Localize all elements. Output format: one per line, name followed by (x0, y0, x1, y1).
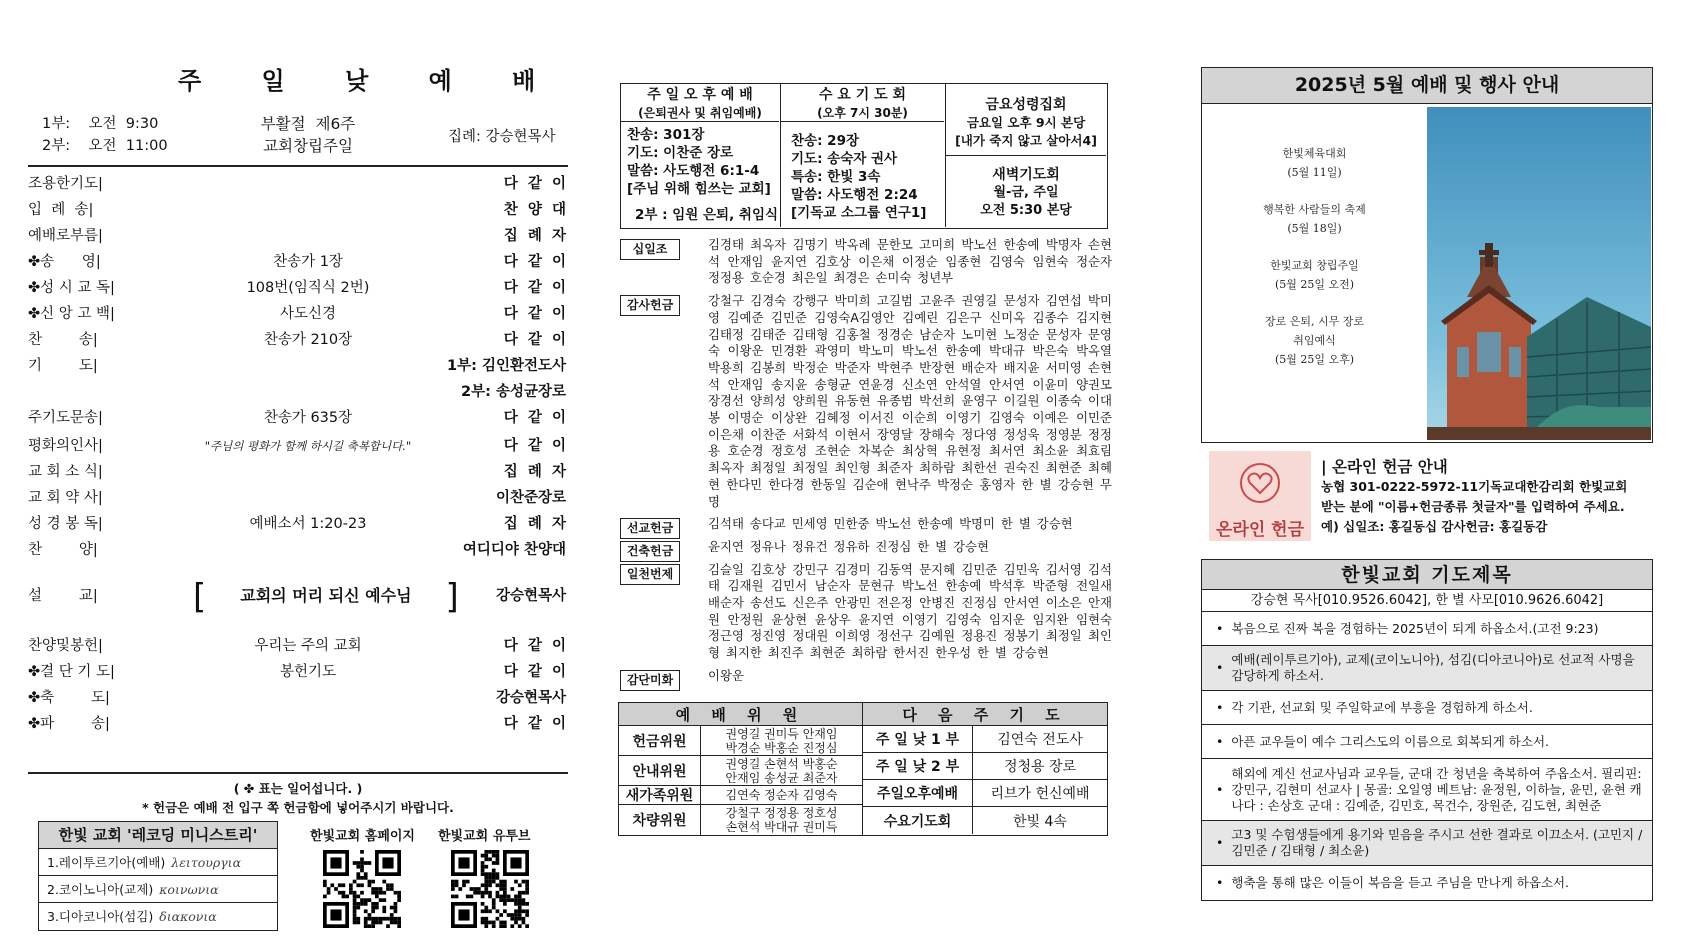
note-offering: * 헌금은 예배 전 입구 쪽 헌금함에 넣어주시기 바랍니다. (142, 800, 454, 815)
sermon-title: 교회의 머리 되신 예수님 (240, 586, 412, 605)
order-item-detail: 108번(임직식 2번) (246, 280, 370, 296)
dawn-service: 새벽기도회 월-금, 주일 오전 5:30 본당 (946, 158, 1106, 220)
offering-names: 김경태 최옥자 김명기 박옥례 문한모 고미희 박노선 한송예 박명자 손현석 안재임 윤지연 김호상 이은채 이정순 임종현 김영숙 임현숙 정순자 정정용 호순경 최은일 최경은 손미숙 청년부 (708, 237, 1112, 286)
order-item-leader: 집 례 자 (503, 516, 566, 532)
order-item-leader: 다 같 이 (503, 716, 566, 732)
event-line: 장로 은퇴, 시무 장로 (1265, 315, 1364, 328)
next-prayer-row (863, 726, 1107, 753)
events-list (1202, 144, 1427, 369)
order-item-leader: 다 같 이 (503, 306, 566, 322)
youtube-qr-code[interactable] (451, 850, 529, 928)
offering-tag: 십일조 (620, 239, 680, 260)
afternoon-title: 주 일 오 후 예 배 (647, 87, 753, 103)
prayer-item (1202, 646, 1652, 691)
wednesday-details: 찬송: 29장 기도: 송숙자 권사 특송: 한빛 3속 말씀: 사도행전 2:24 [기독교 소그룹 연구1] (791, 133, 927, 221)
order-item-name: 기 도| (28, 358, 98, 374)
bullet-icon: • (1216, 620, 1224, 636)
online-example: 예) 십일조: 홍길동십 감사헌금: 홍길동감 (1321, 519, 1548, 534)
wednesday-sub: (오후 7시 30분) (817, 106, 908, 120)
order-item-leader: 다 같 이 (503, 280, 566, 296)
committee-role: 헌금위원 (619, 726, 701, 755)
committee-names: 강철구 정정용 정호성 손현석 박대규 권미득 (725, 806, 838, 834)
next-prayer-service: 주 일 낮 1 부 (863, 726, 973, 752)
wednesday-service (781, 84, 946, 227)
order-item-name: ✤신 앙 고 백| (28, 306, 115, 322)
bullet-icon: • (1216, 733, 1224, 749)
next-prayer-person: 정청용 장로 (1003, 759, 1077, 775)
order-item-name: 평화의인사| (28, 438, 103, 454)
occasion-line-1: 부활절 제6주 (260, 115, 356, 133)
worship-title: 주 일 낮 예 배 (178, 67, 562, 95)
order-item-name: ✤송 영| (28, 254, 101, 270)
sermon-title-wrap: [ 교회의 머리 되신 예수님 ] (193, 577, 459, 617)
order-row (28, 249, 568, 275)
committee-role: 안내위원 (619, 756, 701, 785)
order-row (28, 327, 568, 353)
online-icon-label: 온라인 헌금 (1215, 520, 1305, 540)
event-line: (5월 11일) (1287, 166, 1342, 179)
offering-group (620, 516, 1112, 536)
offering-names: 윤지연 정유나 정유건 정유하 진정심 한 별 강승현 (708, 538, 989, 554)
event-line: (5월 25일 오전) (1274, 278, 1355, 291)
order-row (28, 711, 568, 737)
committee-head: 예 배 위 원 (619, 703, 863, 725)
offering-lists (620, 237, 1112, 691)
bullet-icon: • (1216, 781, 1224, 797)
recording-title: 한빛 교회 '레코딩 미니스트리' (39, 822, 277, 849)
order-item-detail: 사도신경 (279, 306, 337, 322)
offering-tag: 일천번제 (620, 564, 680, 585)
offering-group (620, 562, 1112, 662)
next-prayer-person: 한빛 4속 (1013, 813, 1067, 830)
event-line: 행복한 사람들의 축제 (1263, 203, 1366, 216)
afternoon-sub: (은퇴권사 및 취임예배) (638, 106, 762, 120)
friday-title: 금요성령집회 (985, 97, 1067, 113)
bullet-icon: • (1216, 699, 1224, 715)
order-row (28, 459, 568, 485)
committee-role: 차량위원 (619, 805, 701, 835)
order-item-detail: 봉헌기도 (279, 664, 337, 680)
heart-icon (1209, 451, 1311, 511)
prayer-text: 각 기관, 선교회 및 주일학교에 부흥을 경험하게 하소서. (1231, 699, 1533, 715)
note-standing: ( ✤ 표는 일어섭니다. ) (233, 781, 363, 796)
sermon-row (28, 563, 568, 629)
online-offering-text (1321, 457, 1627, 537)
order-item-leader: 1부: 김인환전도사 (447, 358, 566, 374)
offering-tag: 건축헌금 (620, 541, 680, 562)
prayer-contact: 강승현 목사[010.9526.6042], 한 별 사모[010.9626.6042] (1202, 590, 1652, 612)
order-item-leader: 집 례 자 (503, 464, 566, 480)
events-panel (1201, 103, 1653, 443)
event-line: 취임예식 (1293, 334, 1336, 347)
prayer-item (1202, 866, 1652, 900)
bank-account: 농협 301-0222-5972-11기독교대한감리회 한빛교회 (1321, 479, 1628, 494)
order-row (28, 197, 568, 223)
offering-group (620, 539, 1112, 556)
youtube-label: 한빛교회 유투브 (438, 829, 531, 844)
offering-names: 이왕운 (708, 667, 744, 683)
order-item-leader: 다 같 이 (503, 664, 566, 680)
prayer-topics (1201, 559, 1653, 901)
recording-ministry-box (38, 821, 278, 931)
order-item-name: 예배로부름| (28, 228, 103, 244)
order-item-detail: 예배소서 1:20-23 (249, 516, 367, 532)
committee-row (619, 726, 862, 756)
order-row (28, 301, 568, 327)
friday-service: 금요성령집회 금요일 오후 9시 본당 [내가 죽지 않고 살아서4] (946, 84, 1106, 156)
sermon-label: 설 교| (28, 588, 98, 604)
prayer-title: 한빛교회 기도제목 (1202, 560, 1652, 590)
committee-names: 김연숙 정순자 김영숙 (725, 788, 838, 802)
order-item-name: 조용한기도| (28, 176, 103, 192)
order-row (28, 685, 568, 711)
order-item-leader: 다 같 이 (503, 176, 566, 192)
wednesday-title: 수 요 기 도 회 (818, 87, 907, 103)
online-offering-section (1201, 451, 1653, 541)
offering-names: 김슬일 김호상 강민구 김경미 김동역 문지혜 김민준 김민욱 김서영 김석태 김재원 김민서 남순자 문현규 박노선 한송예 박석후 박준형 전일새 배순자 송선도 신은주 안광민 전은정 안병진 진정심 안서연 이소은 안재원 안정원 윤상현 윤상우 윤지연 이영기 김영숙 임지운 임지완 임현숙 정근영 정진영 정대원 이희영 정선구 김예원 정용진 정봉기 최정일 최인형 최지한 최진주 최현준 최하람 한서진 한우성 한 별 강승현 (708, 561, 1112, 661)
committee-row (619, 786, 862, 805)
next-prayer-head: 다 음 주 기 도 (863, 703, 1107, 725)
church-building-image (1427, 107, 1651, 440)
order-item-leader: 다 같 이 (503, 254, 566, 270)
service-leader: 집례: 강승현목사 (448, 129, 556, 145)
committee-row (619, 756, 862, 786)
next-prayer-person: 리브가 헌신예배 (990, 786, 1090, 802)
order-item-name: ✤축 도| (28, 690, 110, 706)
event-line: (5월 18일) (1287, 222, 1342, 235)
prayer-text: 해외에 계신 선교사님과 교우들, 군대 간 청년을 축복하여 주옵소서. 필리핀: 강민구, 김현미 선교사 | 몽골: 오일영 베트남: 윤정원, 이하늘, 윤민, 윤현 캐나다 : 손상호 군대 : 김예준, 김민호, 목건수, 장원준, 김도현, 최현준 (1231, 765, 1642, 813)
next-prayer-service: 수요기도회 (863, 807, 973, 834)
online-instruction: 받는 분에 "이름+헌금종류 첫글자"를 입력하여 주세요. (1321, 499, 1625, 514)
order-row (28, 223, 568, 249)
worship-order-panel (28, 55, 568, 924)
committee-names: 권영길 손현석 박홍순 안재임 송성균 최준자 (725, 756, 838, 785)
recording-item: 1.레이투르기아(예배) λειτουργια (39, 849, 277, 876)
prayer-text: 예배(레이투르기아), 교제(코이노니아), 섬김(디아코니아)로 선교적 사명을 감당하게 하소서. (1231, 652, 1635, 683)
afternoon-details: 찬송: 301장 기도: 이찬준 장로 말씀: 사도행전 6:1-4 [주님 위해 힘쓰는 교회] 2부 : 임원 은퇴, 취임식 (627, 127, 779, 223)
order-item-name: 주기도문송| (28, 410, 103, 426)
events-title: 2025년 5월 예배 및 행사 안내 (1201, 67, 1653, 104)
offering-group (620, 293, 1112, 510)
prayer-item (1202, 691, 1652, 725)
order-item-name: 찬 송| (28, 332, 98, 348)
next-prayer-row (863, 780, 1107, 807)
prayer-text: 복음으로 진짜 복을 경험하는 2025년이 되게 하옵소서.(고전 9:23) (1231, 620, 1599, 636)
homepage-qr-code[interactable] (323, 850, 401, 928)
services-table (620, 83, 1108, 229)
prayer-item (1202, 759, 1652, 821)
order-row (28, 275, 568, 301)
order-row (28, 633, 568, 659)
order-item-detail: 찬송가 210장 (263, 332, 353, 348)
order-item-leader: 이찬준장로 (495, 490, 566, 506)
order-item-leader: 찬 양 대 (503, 202, 566, 218)
order-item-detail: 우리는 주의 교회 (254, 638, 362, 654)
sermon-preacher: 강승현목사 (495, 588, 566, 604)
order-item-name: 찬 양| (28, 542, 98, 558)
order-notes (28, 779, 568, 817)
service-occasion (208, 113, 408, 157)
offering-names: 김석태 송다교 민세영 민한중 박노선 한송예 박명미 한 별 강승현 (708, 516, 1073, 532)
bullet-icon: • (1216, 875, 1224, 890)
order-item-detail: "주님의 평화가 함께 하시길 축복합니다." (204, 439, 412, 453)
order-row (28, 485, 568, 511)
afternoon-service (621, 84, 781, 227)
recording-item: 2.코이노니아(교제) κοινωνια (39, 876, 277, 903)
committee-role: 새가족위원 (619, 786, 701, 804)
next-prayer-person: 김연숙 전도사 (997, 732, 1083, 748)
service-times (42, 113, 168, 157)
order-row (28, 511, 568, 537)
online-offering-icon (1209, 451, 1311, 541)
event-line: 한빛교회 창립주일 (1270, 259, 1359, 272)
service-time-2: 2부: 오전 11:00 (42, 138, 168, 154)
next-prayer-row (863, 807, 1107, 834)
order-item-name: ✤결 단 기 도| (28, 664, 115, 680)
occasion-line-2: 교회창립주일 (263, 137, 353, 155)
order-row (28, 537, 568, 563)
committee-table (618, 702, 1108, 836)
divider (28, 165, 568, 167)
order-item-leader: 다 같 이 (503, 332, 566, 348)
prayer-item (1202, 612, 1652, 646)
homepage-label: 한빛교회 홈페이지 (310, 829, 415, 844)
bullet-icon: • (1216, 660, 1224, 675)
committee-names: 권영길 권미득 안재임 박경순 박홍순 진정심 (725, 726, 838, 755)
order-row (28, 433, 568, 459)
offering-tag: 감사헌금 (620, 295, 680, 316)
recording-item: 3.디아코니아(섬김) διακονια (47, 909, 217, 924)
next-prayer-service: 주 일 낮 2 부 (863, 753, 973, 779)
next-prayer-row (863, 753, 1107, 780)
order-item-name: 교 회 약 사| (28, 490, 103, 506)
event-line: 한빛체육대회 (1282, 147, 1347, 160)
order-item-leader: 여디디야 찬양대 (462, 542, 566, 558)
order-item-leader: 다 같 이 (503, 410, 566, 426)
order-item-name: 교 회 소 식| (28, 464, 103, 480)
order-item-leader: 2부: 송성균장로 (461, 384, 566, 400)
committee-row (619, 805, 862, 835)
order-item-leader: 집 례 자 (503, 228, 566, 244)
offering-group (620, 237, 1112, 287)
order-item-name: 성 경 봉 독| (28, 516, 103, 532)
prayer-item (1202, 821, 1652, 866)
order-item-name: ✤파 송| (28, 716, 110, 732)
order-row (28, 353, 568, 379)
order-item-detail: 찬송가 1장 (273, 254, 343, 270)
prayer-text: 아픈 교우들이 예수 그리스도의 이름으로 회복되게 하소서. (1231, 733, 1549, 749)
order-item-leader: 강승현목사 (495, 690, 566, 706)
prayer-item (1202, 725, 1652, 759)
order-item-detail: 찬송가 635장 (263, 410, 353, 426)
order-item-name: 입 례 송| (28, 202, 94, 218)
offering-names: 강철구 김경숙 강행구 박미희 고길범 고윤주 권영길 문성자 김연섭 박미영 김예준 김민준 김영숙A김영안 김예린 김은구 신미옥 김종수 김지현 김태정 김태준 김태형 김홍철 정경순 남순자 노미현 노정순 문성자 문영숙 이왕운 민경환 곽영미 박노미 박노선 한송예 박대규 박은숙 박옥열 박용희 김봉희 박정순 박준자 박현주 반장현 배순자 배지윤 서미영 손현석 안재임 송지윤 송형균 연윤경 신소연 안석열 안서연 이윤미 양권모 장경선 양희성 양희원 유동현 유종범 박선희 윤영구 이길원 이종숙 이대봉 이명순 이상완 김혜정 이서진 이순희 이영기 김영숙 이예은 이민준 이은채 이찬준 서화석 이현서 장영달 장해숙 정다영 정성욱 정영분 정정용 호순경 정호성 조현순 차복순 최상혁 유현정 최서연 최소윤 최효림 최옥자 최정일 최정일 최인형 최준자 최하람 최한선 권숙진 최현준 최혜현 한다민 한다경 한동일 김순애 현낙주 박정순 홍영자 한 별 강승현 무 명 (708, 293, 1112, 509)
order-item-leader: 다 같 이 (503, 638, 566, 654)
order-item-name: ✤성 시 교 독| (28, 280, 115, 296)
order-row (28, 171, 568, 197)
prayer-text: 행축을 통해 많은 이들이 복음을 듣고 주님을 만나게 하옵소서. (1231, 875, 1570, 890)
order-row (28, 659, 568, 685)
order-item-leader: 다 같 이 (503, 438, 566, 454)
offering-group (620, 668, 1112, 685)
order-row (28, 405, 568, 431)
next-prayer-service: 주일오후예배 (863, 780, 973, 806)
prayer-text: 고3 및 수험생들에게 용기와 믿음을 주시고 선한 결과로 이끄소서. (고민지 / 김민준 / 김태형 / 최소윤) (1231, 827, 1643, 858)
bullet-icon: • (1216, 835, 1224, 850)
divider (28, 772, 568, 774)
online-title: | 온라인 헌금 안내 (1321, 458, 1448, 476)
order-of-service (28, 171, 568, 737)
order-row (28, 379, 568, 405)
dawn-title: 새벽기도회 (992, 167, 1060, 183)
order-item-name: 찬양및봉헌| (28, 638, 103, 654)
service-time-1: 1부: 오전 9:30 (42, 116, 159, 132)
offering-tag: 선교헌금 (620, 518, 680, 539)
offering-tag: 감단미화 (620, 670, 680, 691)
event-line: (5월 25일 오후) (1274, 353, 1355, 366)
